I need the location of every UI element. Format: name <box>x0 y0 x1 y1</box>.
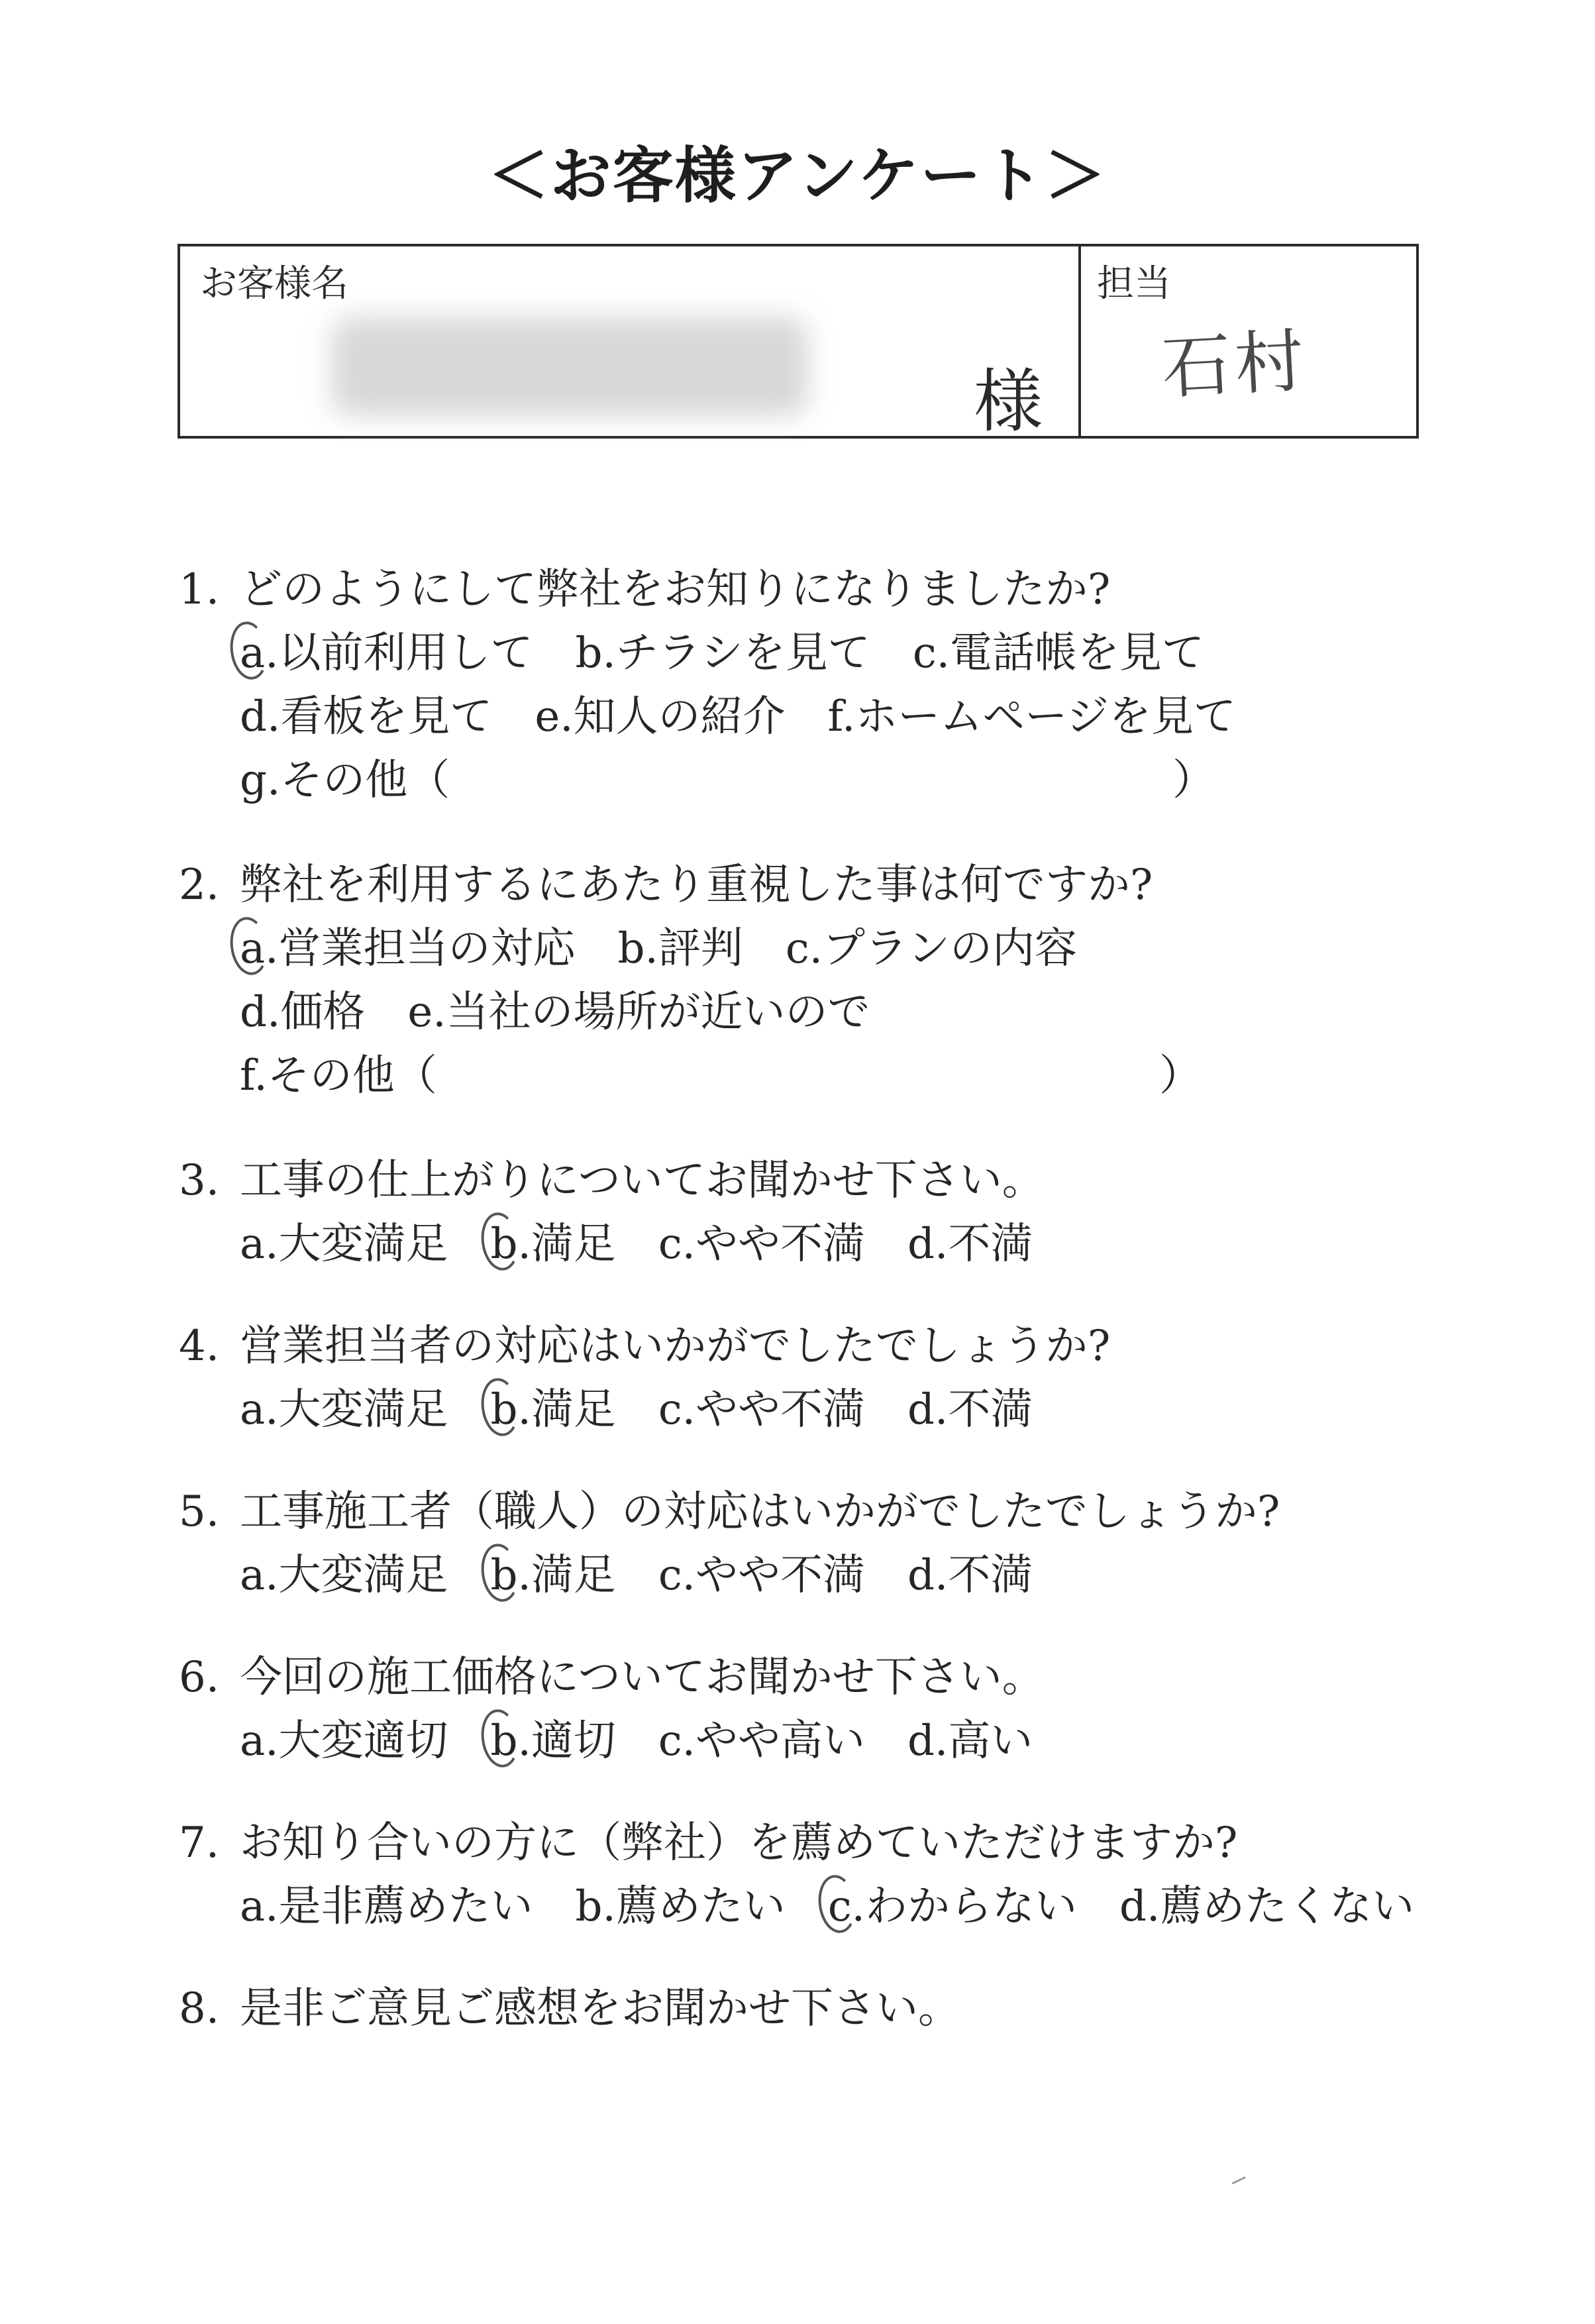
option-row <box>179 619 1437 682</box>
question-number: 4. <box>179 1322 220 1371</box>
question-text <box>179 555 1437 619</box>
option-b[interactable]: b.満足 <box>491 1375 616 1436</box>
option-d[interactable]: d.薦めたくない <box>1119 1882 1415 1931</box>
question-number: 7. <box>179 1819 220 1868</box>
option-a[interactable]: a.大変適切 <box>240 1717 448 1766</box>
honorific-sama: 様 <box>974 361 1043 442</box>
option-b[interactable]: b.チラシを見て <box>575 629 870 678</box>
option-c[interactable]: c.やや高い <box>658 1717 865 1766</box>
option-f[interactable]: f.ホームページを見て <box>827 692 1237 741</box>
option-b[interactable]: b.薦めたい <box>575 1882 786 1931</box>
option-d[interactable]: d.不満 <box>907 1385 1033 1434</box>
option-d[interactable]: d.不満 <box>907 1220 1033 1269</box>
other-close-paren[interactable]: ） <box>1172 756 1215 805</box>
pen-mark <box>1230 2173 1246 2184</box>
option-a[interactable]: a.大変満足 <box>240 1385 448 1434</box>
question-number: 8. <box>179 1984 220 2033</box>
option-b[interactable]: b.適切 <box>491 1707 616 1768</box>
staff-label: 担当 <box>1097 262 1171 305</box>
question-6 <box>179 1643 1437 1770</box>
option-other[interactable]: f.その他（ <box>240 1051 437 1100</box>
option-a[interactable]: a.大変満足 <box>240 1551 448 1600</box>
header-divider <box>1078 246 1081 436</box>
option-b[interactable]: b.満足 <box>491 1210 616 1271</box>
question-7 <box>179 1809 1437 1936</box>
question-label: 是非ご意見ご感想をお聞かせ下さい。 <box>240 1984 960 2033</box>
customer-name-label: お客様名 <box>200 262 348 305</box>
redacted-customer-name <box>331 317 808 416</box>
staff-name-handwritten: 石村 <box>1160 320 1310 409</box>
option-d[interactable]: d.不満 <box>907 1551 1033 1600</box>
question-4 <box>179 1312 1437 1439</box>
question-label: 営業担当者の対応はいかがでしたでしょうか? <box>240 1322 1111 1371</box>
question-text <box>179 1809 1437 1872</box>
question-number: 3. <box>179 1156 220 1205</box>
option-c[interactable]: c.プランの内容 <box>785 924 1077 973</box>
option-b[interactable]: b.満足 <box>491 1541 616 1602</box>
option-row <box>179 1872 1437 1936</box>
option-e[interactable]: e.知人の紹介 <box>535 692 786 741</box>
question-label: 工事の仕上がりについてお聞かせ下さい。 <box>240 1156 1045 1205</box>
question-text <box>179 1974 1437 2038</box>
question-1 <box>179 555 1437 810</box>
option-row <box>179 682 1437 746</box>
question-2 <box>179 851 1437 1105</box>
page-title: ＜お客様アンケート＞ <box>488 140 1107 211</box>
option-d[interactable]: d.高い <box>907 1717 1033 1766</box>
option-d[interactable]: d.看板を見て <box>240 692 493 741</box>
question-number: 6. <box>179 1653 220 1702</box>
question-number: 2. <box>179 861 220 910</box>
option-d[interactable]: d.価格 <box>240 988 366 1037</box>
option-row <box>179 978 1437 1041</box>
option-row <box>179 1541 1437 1605</box>
question-label: 弊社を利用するにあたり重視した事は何ですか? <box>240 861 1153 910</box>
question-text <box>179 851 1437 914</box>
option-row <box>179 1707 1437 1770</box>
option-row <box>179 1375 1437 1439</box>
question-label: 今回の施工価格についてお聞かせ下さい。 <box>240 1653 1045 1702</box>
option-other[interactable]: g.その他（ <box>240 756 450 805</box>
option-c[interactable]: c.わからない <box>828 1872 1077 1933</box>
question-3 <box>179 1146 1437 1273</box>
question-text <box>179 1643 1437 1707</box>
other-close-paren[interactable]: ） <box>1159 1051 1202 1100</box>
option-c[interactable]: c.電話帳を見て <box>912 629 1204 678</box>
question-label: 工事施工者（職人）の対応はいかがでしたでしょうか? <box>240 1487 1280 1536</box>
question-label: お知り合いの方に（弊社）を薦めていただけますか? <box>240 1819 1238 1868</box>
question-text <box>179 1312 1437 1375</box>
option-b[interactable]: b.評判 <box>617 924 743 973</box>
question-label: どのようにして弊社をお知りになりましたか? <box>240 565 1111 614</box>
option-a[interactable]: a.是非薦めたい <box>240 1882 533 1931</box>
question-text <box>179 1477 1437 1541</box>
question-text <box>179 1146 1437 1210</box>
option-row <box>179 914 1437 978</box>
option-e[interactable]: e.当社の場所が近いので <box>407 988 870 1037</box>
option-c[interactable]: c.やや不満 <box>658 1385 865 1434</box>
question-5 <box>179 1477 1437 1605</box>
option-c[interactable]: c.やや不満 <box>658 1220 865 1269</box>
question-number: 1. <box>179 565 220 614</box>
customer-info-box <box>178 244 1419 442</box>
option-a[interactable]: a.以前利用して <box>240 619 533 680</box>
option-a[interactable]: a.営業担当の対応 <box>240 914 576 975</box>
option-a[interactable]: a.大変満足 <box>240 1220 448 1269</box>
question-number: 5. <box>179 1487 220 1536</box>
option-c[interactable]: c.やや不満 <box>658 1551 865 1600</box>
option-row <box>179 1210 1437 1273</box>
question-8 <box>179 1974 1437 2038</box>
option-row <box>179 1041 1437 1105</box>
option-row <box>179 746 1437 810</box>
